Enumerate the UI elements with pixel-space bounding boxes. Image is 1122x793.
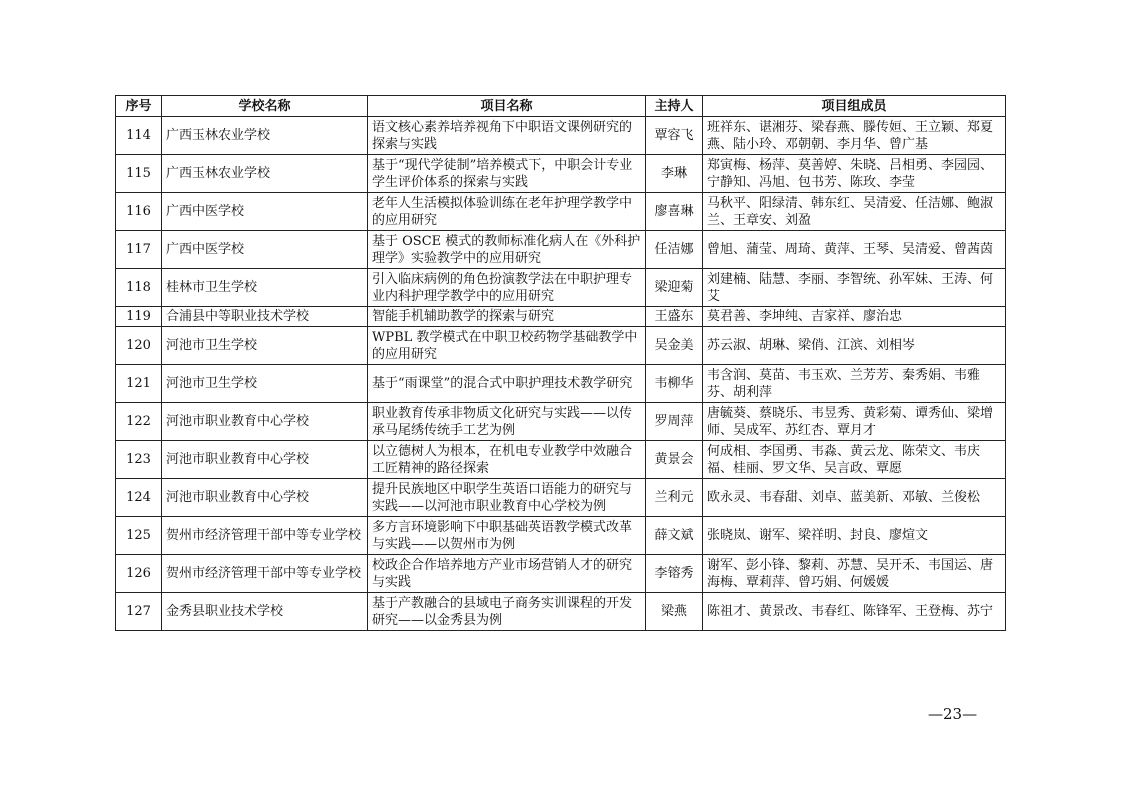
header-project: 项目名称 [368,96,646,117]
row-number: 126 [116,555,162,593]
host-name: 廖喜琳 [646,193,703,231]
school-name: 广西玉林农业学校 [162,117,368,155]
members-list: 马秋平、阳绿清、韩东红、吴清爱、任洁娜、鲍淑兰、王章安、刘盈 [703,193,1006,231]
project-name: 智能手机辅助教学的探索与研究 [368,307,646,327]
project-name: 以立德树人为根本，在机电专业教学中效融合工匠精神的路径探索 [368,441,646,479]
table-row [116,231,1006,269]
header-no: 序号 [116,96,162,117]
host-name: 王盛东 [646,307,703,327]
members-list: 韦含润、莫苗、韦玉欢、兰芳芳、秦秀娟、韦雅芬、胡利萍 [703,365,1006,403]
school-name: 广西玉林农业学校 [162,155,368,193]
host-name: 罗周萍 [646,403,703,441]
table-row [116,155,1006,193]
school-name: 河池市卫生学校 [162,365,368,403]
members-list: 曾旭、蒲莹、周琦、黄萍、王琴、吴清爱、曾茜茵 [703,231,1006,269]
row-number: 116 [116,193,162,231]
members-list: 欧永灵、韦春甜、刘卓、蓝美新、邓敏、兰俊松 [703,479,1006,517]
row-number: 120 [116,327,162,365]
table-header-row [116,96,1006,117]
school-name: 贺州市经济管理干部中等专业学校 [162,555,368,593]
table-row [116,403,1006,441]
project-name: 职业教育传承非物质文化研究与实践——以传承马尾绣传统手工艺为例 [368,403,646,441]
table-row [116,117,1006,155]
project-name: 基于“现代学徒制”培养模式下，中职会计专业学生评价体系的探索与实践 [368,155,646,193]
school-name: 河池市职业教育中心学校 [162,441,368,479]
school-name: 河池市职业教育中心学校 [162,403,368,441]
school-name: 桂林市卫生学校 [162,269,368,307]
row-number: 122 [116,403,162,441]
school-name: 金秀县职业技术学校 [162,593,368,631]
school-name: 广西中医学校 [162,231,368,269]
project-name: 基于 OSCE 模式的教师标准化病人在《外科护理学》实验教学中的应用研究 [368,231,646,269]
row-number: 125 [116,517,162,555]
members-list: 唐毓葵、蔡晓乐、韦昱秀、黄彩菊、谭秀仙、梁增师、吴成军、苏红杏、覃月才 [703,403,1006,441]
row-number: 121 [116,365,162,403]
row-number: 114 [116,117,162,155]
host-name: 覃容飞 [646,117,703,155]
table-row [116,327,1006,365]
host-name: 吴金美 [646,327,703,365]
members-list: 郑寅梅、杨萍、莫善婷、朱晓、吕相勇、李园园、宁静知、冯旭、包书芳、陈玫、李莹 [703,155,1006,193]
school-name: 河池市职业教育中心学校 [162,479,368,517]
table-row [116,593,1006,631]
table-row [116,365,1006,403]
header-members: 项目组成员 [703,96,1006,117]
table-body [116,117,1006,631]
members-list: 班祥东、谌湘芬、梁春燕、滕传姮、王立颖、郑夏燕、陆小玲、邓朝朝、李月华、曾广基 [703,117,1006,155]
host-name: 薛文斌 [646,517,703,555]
project-name: 语文核心素养培养视角下中职语文课例研究的探索与实践 [368,117,646,155]
school-name: 广西中医学校 [162,193,368,231]
school-name: 贺州市经济管理干部中等专业学校 [162,517,368,555]
host-name: 梁迎菊 [646,269,703,307]
members-list: 刘建楠、陆慧、李丽、李智统、孙军妹、王涛、何艾 [703,269,1006,307]
host-name: 任洁娜 [646,231,703,269]
project-name: WPBL 教学模式在中职卫校药物学基础教学中的应用研究 [368,327,646,365]
table-row [116,307,1006,327]
page-number: —23— [928,705,978,723]
members-list: 谢军、彭小锋、黎莉、苏慧、吴开禾、韦国运、唐海梅、覃莉萍、曾巧娟、何媛媛 [703,555,1006,593]
host-name: 兰利元 [646,479,703,517]
host-name: 李琳 [646,155,703,193]
header-school: 学校名称 [162,96,368,117]
host-name: 黄景会 [646,441,703,479]
row-number: 124 [116,479,162,517]
host-name: 韦柳华 [646,365,703,403]
table-row [116,269,1006,307]
row-number: 123 [116,441,162,479]
header-host: 主持人 [646,96,703,117]
project-name: 校政企合作培养地方产业市场营销人才的研究与实践 [368,555,646,593]
table-row [116,517,1006,555]
row-number: 118 [116,269,162,307]
members-list: 苏云淑、胡琳、梁俏、江滨、刘相岑 [703,327,1006,365]
project-name: 基于产教融合的县域电子商务实训课程的开发研究——以金秀县为例 [368,593,646,631]
row-number: 117 [116,231,162,269]
row-number: 127 [116,593,162,631]
members-list: 陈祖才、黄景改、韦春红、陈锋军、王登梅、苏宁 [703,593,1006,631]
host-name: 李镕秀 [646,555,703,593]
members-list: 莫君善、李坤纯、吉家祥、廖治忠 [703,307,1006,327]
project-name: 多方言环境影响下中职基础英语教学模式改革与实践——以贺州市为例 [368,517,646,555]
table-row [116,479,1006,517]
project-name: 引入临床病例的角色扮演教学法在中职护理专业内科护理学教学中的应用研究 [368,269,646,307]
table-row [116,555,1006,593]
school-name: 河池市卫生学校 [162,327,368,365]
table-row [116,441,1006,479]
project-table [115,95,1006,631]
host-name: 梁燕 [646,593,703,631]
project-name: 提升民族地区中职学生英语口语能力的研究与实践——以河池市职业教育中心学校为例 [368,479,646,517]
school-name: 合浦县中等职业技术学校 [162,307,368,327]
members-list: 何成相、李国勇、韦淼、黄云龙、陈荣文、韦庆福、桂丽、罗文华、吴言政、覃愿 [703,441,1006,479]
table-row [116,193,1006,231]
project-name: 老年人生活模拟体验训练在老年护理学教学中的应用研究 [368,193,646,231]
row-number: 115 [116,155,162,193]
row-number: 119 [116,307,162,327]
project-name: 基于“雨课堂”的混合式中职护理技术教学研究 [368,365,646,403]
members-list: 张晓岚、谢军、梁祥明、封良、廖煊文 [703,517,1006,555]
